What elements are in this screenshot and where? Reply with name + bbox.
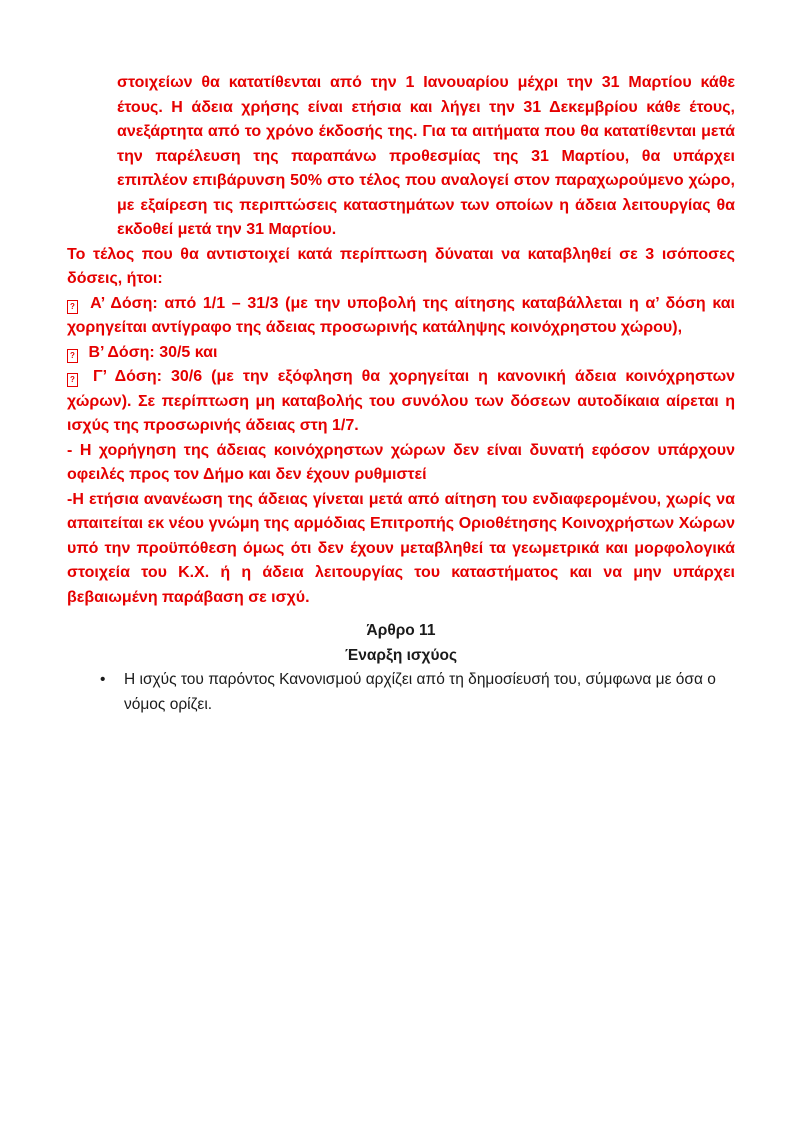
paragraph-annual-renewal-text: -Η ετήσια ανανέωση της άδειας γίνεται μετά από αίτηση του ενδιαφερομένου, χωρίς να απαιτείται εκ νέου γνώμη της αρμόδιας Επιτροπής Οριοθέτησης Κοινοχρήστων Χώρων υπό την προϋπόθεση όμως ότι δεν έχουν μεταβληθεί τα γεωμετρικά και μορφολογικά στοιχεία του Κ.Χ. ή η άδεια λειτουργίας του καταστήματος και να μην υπάρχει βεβαιωμένη παράβαση σε ισχύ. bbox=[67, 490, 735, 606]
missing-glyph-box: ? bbox=[67, 349, 78, 363]
bullet-item-text: Η ισχύς του παρόντος Κανονισμού αρχίζει από τη δημοσίευσή του, σύμφωνα με όσα ο νόμος ορίζει. bbox=[124, 671, 716, 713]
paragraph-permit-condition bbox=[67, 439, 735, 488]
paragraph-installment-a-text: Α’ Δόση: από 1/1 – 31/3 (με την υποβολή της αίτησης καταβάλλεται η α’ δόση και χορηγείται αντίγραφο της άδειας προσωρινής κατάληψης κοινόχρηστου χώρου), bbox=[67, 294, 735, 336]
paragraph-installment-c bbox=[67, 365, 735, 439]
paragraph-carryover bbox=[67, 71, 735, 243]
regulation-text-section bbox=[67, 71, 735, 610]
paragraph-annual-renewal bbox=[67, 488, 735, 611]
bullet-icon: • bbox=[100, 671, 106, 688]
paragraph-fee-installments-text: Το τέλος που θα αντιστοιχεί κατά περίπτωση δύναται να καταβληθεί σε 3 ισόποσες δόσεις, ήτοι: bbox=[67, 245, 735, 287]
missing-glyph-box: ? bbox=[67, 373, 78, 387]
paragraph-installment-b-text: Β’ Δόση: 30/5 και bbox=[88, 343, 218, 361]
article-subtitle: Έναρξη ισχύος bbox=[344, 646, 458, 664]
paragraph-installment-a bbox=[67, 292, 735, 341]
paragraph-fee-installments bbox=[67, 243, 735, 292]
bullet-list bbox=[67, 668, 735, 717]
missing-glyph-box: ? bbox=[67, 300, 78, 314]
article-heading bbox=[67, 619, 735, 668]
paragraph-carryover-text: στοιχείων θα κατατίθενται από την 1 Ιανουαρίου μέχρι την 31 Μαρτίου κάθε έτους. Η άδεια χρήσης είναι ετήσια και λήγει την 31 Δεκεμβρίου κάθε έτους, ανεξάρτητα από το χρόνο έκδοσής της. Για τα αιτήματα που θα κατατίθενται μετά την παρέλευση της παραπάνω προθεσμίας της 31 Μαρτίου, θα υπάρχει επιπλέον επιβάρυνση 50% στο τέλος που αναλογεί στον παραχωρούμενο χώρο, με εξαίρεση τις περιπτώσεις καταστημάτων των οποίων η άδεια λειτουργίας θα εκδοθεί μετά την 31 Μαρτίου. bbox=[117, 74, 735, 238]
paragraph-installment-b bbox=[67, 341, 735, 366]
article-title: Άρθρο 11 bbox=[366, 622, 436, 639]
bullet-item bbox=[67, 668, 735, 717]
paragraph-permit-condition-text: - Η χορήγηση της άδειας κοινόχρηστων χώρων δεν είναι δυνατή εφόσον υπάρχουν οφειλές προς τον Δήμο και δεν έχουν ρυθμιστεί bbox=[67, 441, 735, 483]
paragraph-installment-c-text: Γ’ Δόση: 30/6 (με την εξόφληση θα χορηγείται η κανονική άδεια κοινόχρηστων χώρων). Σε περίπτωση μη καταβολής του συνόλου των δόσεων αυτοδίκαια αίρεται η ισχύς της προσωρινής άδειας στη 1/7. bbox=[67, 368, 735, 434]
